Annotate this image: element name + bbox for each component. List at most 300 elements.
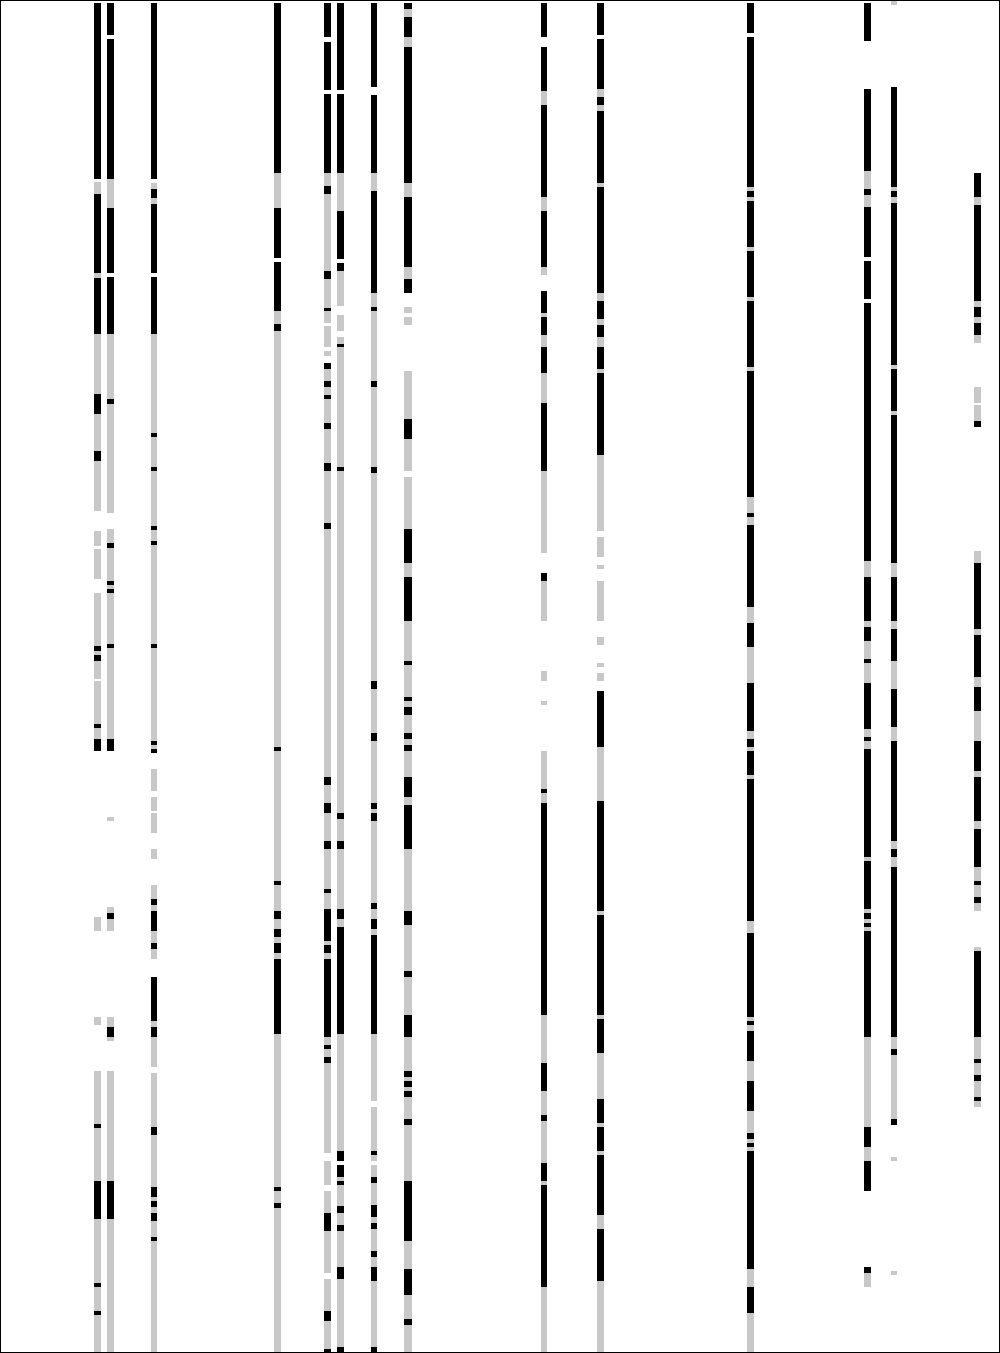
track-segment-partial: [371, 929, 377, 935]
track-segment-partial: [324, 429, 331, 463]
track-segment-partial: [107, 585, 114, 589]
track-segment-partial: [974, 629, 981, 635]
track-segment-partial: [891, 661, 897, 689]
track-segment-filled: [974, 635, 981, 677]
track-segment-partial: [151, 797, 157, 811]
track-segment-partial: [371, 353, 377, 381]
track-segment-partial: [94, 681, 101, 724]
track-segment-filled: [747, 1143, 754, 1147]
track-segment-partial: [404, 1087, 412, 1091]
track-segment-filled: [324, 959, 331, 1037]
track-segment-partial: [864, 1037, 871, 1127]
track-segment-filled: [371, 1251, 377, 1257]
track-segment-partial: [891, 1, 897, 5]
track-segment-filled: [864, 89, 871, 171]
track-segment-partial: [107, 529, 114, 543]
track-segment-filled: [324, 423, 331, 429]
track-segment-filled: [747, 751, 754, 775]
track-segment-filled: [324, 463, 331, 471]
track-segment-filled: [597, 1155, 604, 1215]
track-segment-filled: [974, 1075, 981, 1081]
track-segment-partial: [274, 885, 281, 911]
track-segment-filled: [274, 881, 281, 885]
track-segment-filled: [337, 1151, 344, 1161]
track-segment-partial: [371, 1183, 377, 1205]
track-segment-partial: [371, 821, 377, 903]
track-segment-partial: [864, 1147, 871, 1161]
track-segment-filled: [404, 777, 412, 797]
track-segment-filled: [597, 325, 604, 337]
track-segment-filled: [864, 3, 871, 41]
track-segment-filled: [404, 911, 412, 925]
track-segment-filled: [94, 278, 101, 334]
track-segment-filled: [404, 805, 412, 849]
track-segment-filled: [864, 923, 871, 927]
track-segment-partial: [94, 414, 101, 451]
track-segment-partial: [94, 1287, 101, 1311]
track-segment-filled: [747, 1133, 754, 1139]
track-segment-filled: [597, 347, 604, 369]
track-segment-filled: [274, 324, 281, 331]
track-segment-filled: [864, 207, 871, 257]
track-segment-filled: [337, 344, 344, 347]
track-segment-filled: [747, 371, 754, 497]
track-segment-filled: [371, 681, 377, 689]
track-segment-filled: [404, 971, 412, 977]
track-segment-partial: [151, 437, 157, 467]
track-segment-partial: [324, 1321, 331, 1349]
track-segment-partial: [371, 1281, 377, 1347]
track-segment-partial: [151, 1037, 157, 1067]
track-segment-partial: [151, 1021, 157, 1027]
track-segment-partial: [151, 949, 157, 959]
track-segment-partial: [107, 404, 114, 513]
track-segment-partial: [107, 593, 114, 644]
track-segment-filled: [747, 37, 754, 187]
track-segment-partial: [891, 1157, 897, 1161]
track-12: [864, 3, 871, 1287]
track-segment-partial: [94, 593, 101, 646]
track-segment-partial: [151, 334, 157, 433]
track-segment-partial: [747, 297, 754, 301]
track-segment-filled: [337, 927, 344, 1034]
track-segment-partial: [541, 751, 547, 789]
track-segment-partial: [864, 909, 871, 913]
track-segment-filled: [974, 829, 981, 867]
track-segment-partial: [94, 1071, 101, 1124]
track-segment-partial: [107, 648, 114, 739]
track-segment-partial: [864, 857, 871, 861]
track-segment-partial: [597, 565, 604, 569]
track-segment-partial: [597, 89, 604, 97]
track-segment-filled: [324, 945, 331, 953]
track-segment-partial: [337, 1231, 344, 1267]
track-segment-partial: [274, 173, 281, 208]
track-segment-filled: [597, 1229, 604, 1281]
track-segment-partial: [337, 1279, 344, 1347]
track-segment-partial: [404, 715, 412, 733]
track-segment-partial: [597, 319, 604, 325]
track-segment-filled: [404, 1015, 412, 1037]
track-segment-filled: [151, 526, 157, 530]
track-segment-partial: [747, 197, 754, 201]
track-segment-partial: [371, 809, 377, 813]
track-segment-filled: [94, 724, 101, 728]
track-segment-partial: [337, 315, 344, 331]
track-segment-filled: [371, 307, 377, 311]
track-segment-filled: [324, 523, 331, 529]
track-segment-partial: [337, 1034, 344, 1151]
track-segment-filled: [404, 733, 412, 739]
track-segment-partial: [541, 671, 547, 681]
track-segment-filled: [151, 1187, 157, 1197]
track-segment-filled: [597, 301, 604, 319]
track-segment-partial: [864, 195, 871, 207]
track-segment-filled: [107, 543, 114, 548]
track-segment-filled: [151, 911, 157, 931]
track-segment-partial: [107, 179, 114, 208]
track-segment-filled: [337, 263, 344, 271]
track-segment-filled: [541, 1185, 547, 1217]
track-segment-filled: [864, 749, 871, 857]
track-segment-filled: [324, 889, 331, 893]
track-segment-filled: [107, 39, 114, 179]
track-segment-filled: [891, 203, 897, 365]
track-segment-filled: [597, 111, 604, 183]
track-segment-filled: [541, 105, 547, 113]
track-segment-partial: [324, 311, 331, 323]
track-segment-partial: [274, 953, 281, 959]
track-segment-partial: [337, 1177, 344, 1181]
track-segment-partial: [541, 1091, 547, 1115]
track-segment-partial: [324, 529, 331, 777]
track-segment-partial: [597, 545, 604, 557]
track-segment-partial: [151, 1241, 157, 1353]
track-segment-partial: [324, 279, 331, 308]
track-segment-partial: [337, 849, 344, 909]
track-segment-partial: [94, 1017, 101, 1025]
track-segment-filled: [107, 581, 114, 585]
track-segment-filled: [597, 691, 604, 747]
track-segment-filled: [151, 899, 157, 905]
track-segment-filled: [151, 433, 157, 437]
track-segment-filled: [94, 1283, 101, 1287]
track-segment-partial: [151, 1135, 157, 1187]
track-segment-partial: [597, 1151, 604, 1155]
track-segment-filled: [891, 1119, 897, 1125]
track-segment-partial: [324, 849, 331, 889]
track-segment-filled: [974, 777, 981, 821]
track-segment-partial: [151, 849, 157, 859]
track-segment-filled: [151, 541, 157, 545]
track-segment-partial: [541, 313, 547, 317]
track-segment-filled: [974, 307, 981, 317]
track-segment-filled: [541, 291, 547, 313]
track-segment-partial: [324, 351, 331, 356]
track-segment-filled: [974, 173, 981, 197]
track-segment-filled: [974, 741, 981, 771]
track-segment-filled: [541, 879, 547, 1015]
track-segment-partial: [404, 1097, 412, 1119]
track-segment-filled: [371, 1151, 377, 1155]
track-segment-filled: [747, 251, 754, 297]
track-segment-partial: [371, 473, 377, 681]
track-segment-partial: [747, 1061, 754, 1081]
track-segment-partial: [324, 1279, 331, 1311]
track-segment-filled: [151, 1237, 157, 1241]
track-segment-filled: [747, 301, 754, 367]
track-segment-filled: [974, 951, 981, 1037]
track-segment-partial: [747, 247, 754, 251]
track-segment-partial: [371, 311, 377, 347]
track-segment-filled: [974, 687, 981, 711]
track-segment-partial: [747, 497, 754, 513]
track-segment-partial: [541, 373, 547, 403]
track-segment-filled: [864, 189, 871, 195]
track-segment-filled: [974, 1097, 981, 1101]
track-7: [371, 3, 377, 1353]
track-segment-partial: [107, 1219, 114, 1353]
barcode-track-canvas: [1, 1, 1000, 1353]
track-segment-filled: [974, 421, 981, 427]
track-segment-filled: [747, 525, 754, 607]
track-segment-partial: [151, 1197, 157, 1201]
track-segment-filled: [597, 801, 604, 911]
track-segment-partial: [747, 607, 754, 623]
track-segment-partial: [404, 751, 412, 777]
track-segment-partial: [151, 183, 157, 189]
track-segment-partial: [974, 551, 981, 563]
track-segment-filled: [864, 577, 871, 621]
track-segment-partial: [541, 267, 547, 275]
track-segment-filled: [324, 42, 331, 90]
track-segment-filled: [151, 204, 157, 273]
track-9: [541, 3, 547, 1353]
track-segment-partial: [541, 1015, 547, 1037]
track-segment-filled: [864, 1127, 871, 1147]
track-segment-partial: [597, 105, 604, 111]
track-segment-filled: [94, 646, 101, 651]
track-segment-partial: [371, 1107, 377, 1151]
track-segment-partial: [337, 357, 344, 467]
track-segment-partial: [107, 334, 114, 399]
track-segment-partial: [541, 793, 547, 803]
track-segment-partial: [747, 1139, 754, 1143]
track-segment-filled: [541, 1063, 547, 1091]
track-segment-partial: [974, 771, 981, 777]
track-segment-filled: [337, 3, 344, 90]
track-segment-partial: [94, 651, 101, 655]
track-segment-filled: [151, 749, 157, 753]
track-segment-filled: [337, 813, 344, 819]
track-segment-filled: [371, 191, 377, 293]
track-segment-partial: [891, 841, 897, 849]
track-segment-partial: [597, 663, 604, 667]
track-segment-filled: [864, 1161, 871, 1191]
track-segment-filled: [747, 1021, 754, 1025]
track-segment-partial: [94, 461, 101, 511]
track-segment-filled: [324, 381, 331, 387]
track-segment-partial: [891, 197, 897, 203]
track-segment-filled: [974, 323, 981, 335]
track-segment-partial: [151, 198, 157, 204]
track-segment-filled: [974, 897, 981, 903]
track-segment-filled: [324, 841, 331, 849]
track-segment-filled: [891, 945, 897, 1037]
track-segment-filled: [597, 187, 604, 259]
track-segment-filled: [597, 915, 604, 1015]
track-segment-partial: [404, 317, 412, 325]
track-segment-partial: [404, 267, 412, 279]
track-segment-filled: [747, 933, 754, 1017]
track-segment-filled: [747, 201, 754, 247]
track-segment-partial: [974, 1081, 981, 1097]
track-segment-partial: [371, 1229, 377, 1251]
track-segment-partial: [747, 1017, 754, 1021]
track-segment-filled: [404, 697, 412, 701]
track-segment-partial: [337, 353, 344, 357]
track-segment-partial: [597, 1215, 604, 1229]
track-segment-filled: [891, 689, 897, 727]
track-segment-partial: [597, 1281, 604, 1353]
track-segment-partial: [404, 477, 412, 529]
track-segment-partial: [274, 919, 281, 929]
track-segment-partial: [151, 1221, 157, 1237]
track-10: [597, 3, 604, 1353]
track-segment-partial: [337, 819, 344, 841]
track-segment-partial: [404, 1241, 412, 1269]
track-segment-filled: [151, 1127, 157, 1135]
track-segment-partial: [974, 711, 981, 741]
track-segment-filled: [274, 747, 281, 751]
track-segment-partial: [974, 405, 981, 421]
track-segment-partial: [864, 663, 871, 683]
track-segment-partial: [324, 326, 331, 347]
track-segment-filled: [107, 1027, 114, 1037]
track-segment-partial: [974, 947, 981, 951]
track-segment-filled: [151, 277, 157, 334]
track-segment-partial: [151, 745, 157, 749]
track-segment-filled: [541, 789, 547, 793]
track-segment-partial: [404, 925, 412, 971]
track-6: [337, 3, 344, 1353]
track-segment-partial: [371, 1034, 377, 1101]
track-segment-filled: [371, 813, 377, 821]
track-segment-filled: [324, 1349, 331, 1353]
track-segment-partial: [541, 97, 547, 105]
track-segment-filled: [974, 881, 981, 885]
track-segment-partial: [324, 471, 331, 523]
track-segment-filled: [94, 394, 101, 414]
track-segment-partial: [404, 1037, 412, 1071]
track-segment-partial: [324, 194, 331, 271]
track-segment-partial: [747, 775, 754, 779]
track-segment-partial: [107, 919, 114, 931]
track-segment-filled: [597, 1099, 604, 1123]
track-segment-partial: [747, 921, 754, 933]
track-segment-partial: [274, 331, 281, 747]
track-segment-partial: [597, 1015, 604, 1019]
track-segment-partial: [324, 941, 331, 945]
track-segment-partial: [337, 271, 344, 306]
track-segment-partial: [404, 701, 412, 707]
track-segment-filled: [107, 913, 114, 919]
track-segment-partial: [371, 1165, 377, 1177]
track-segment-partial: [597, 183, 604, 187]
track-segment-partial: [891, 1055, 897, 1119]
track-segment-filled: [371, 903, 377, 909]
track-segment-filled: [371, 381, 377, 387]
track-segment-partial: [974, 677, 981, 687]
track-segment-partial: [371, 1217, 377, 1223]
track-segment-filled: [541, 347, 547, 373]
track-segment-filled: [541, 1217, 547, 1267]
track-segment-filled: [597, 3, 604, 35]
track-segment-filled: [94, 655, 101, 661]
track-segment-filled: [107, 589, 114, 593]
track-segment-filled: [324, 1045, 331, 1049]
track-segment-partial: [274, 937, 281, 943]
track-segment-filled: [324, 271, 331, 279]
track-segment-partial: [747, 187, 754, 191]
track-segment-filled: [404, 1081, 412, 1087]
track-segment-filled: [107, 399, 114, 404]
track-segment-filled: [324, 395, 331, 399]
track-segment-partial: [94, 917, 101, 931]
track-segment-partial: [94, 728, 101, 739]
track-segment-filled: [107, 277, 114, 334]
track-segment-filled: [597, 259, 604, 275]
track-segment-filled: [974, 563, 981, 629]
track-segment-partial: [337, 337, 344, 344]
track-segment-partial: [747, 367, 754, 371]
track-segment-partial: [974, 885, 981, 897]
track-segment-partial: [94, 273, 101, 278]
track-segment-partial: [371, 293, 377, 307]
track-segment-filled: [94, 1124, 101, 1128]
track-segment-partial: [891, 857, 897, 867]
track-segment-partial: [541, 1121, 547, 1163]
track-segment-filled: [324, 363, 331, 369]
track-segment-partial: [974, 867, 981, 881]
track-segment-filled: [404, 419, 412, 439]
track-segment-filled: [274, 911, 281, 919]
track-segment-filled: [404, 279, 412, 293]
track-segment-partial: [864, 621, 871, 627]
track-segment-partial: [541, 701, 547, 705]
track-segment-partial: [974, 903, 981, 911]
track-segment-filled: [324, 308, 331, 311]
track-segment-partial: [404, 665, 412, 697]
track-segment-filled: [541, 113, 547, 197]
track-segment-filled: [541, 403, 547, 459]
track-segment-filled: [94, 3, 101, 179]
track-segment-partial: [151, 931, 157, 943]
track-segment-filled: [404, 1091, 412, 1097]
track-segment-partial: [597, 1053, 604, 1099]
track-segment-partial: [371, 173, 377, 191]
track-segment-filled: [107, 3, 114, 35]
track-segment-filled: [747, 1081, 754, 1111]
track-segment-partial: [747, 747, 754, 751]
track-segment-filled: [371, 733, 377, 741]
track-segment-partial: [864, 927, 871, 931]
track-segment-filled: [324, 94, 331, 173]
track-segment-partial: [891, 365, 897, 369]
track-segment-filled: [597, 275, 604, 293]
track-segment-filled: [324, 186, 331, 194]
track-segment-partial: [324, 399, 331, 423]
